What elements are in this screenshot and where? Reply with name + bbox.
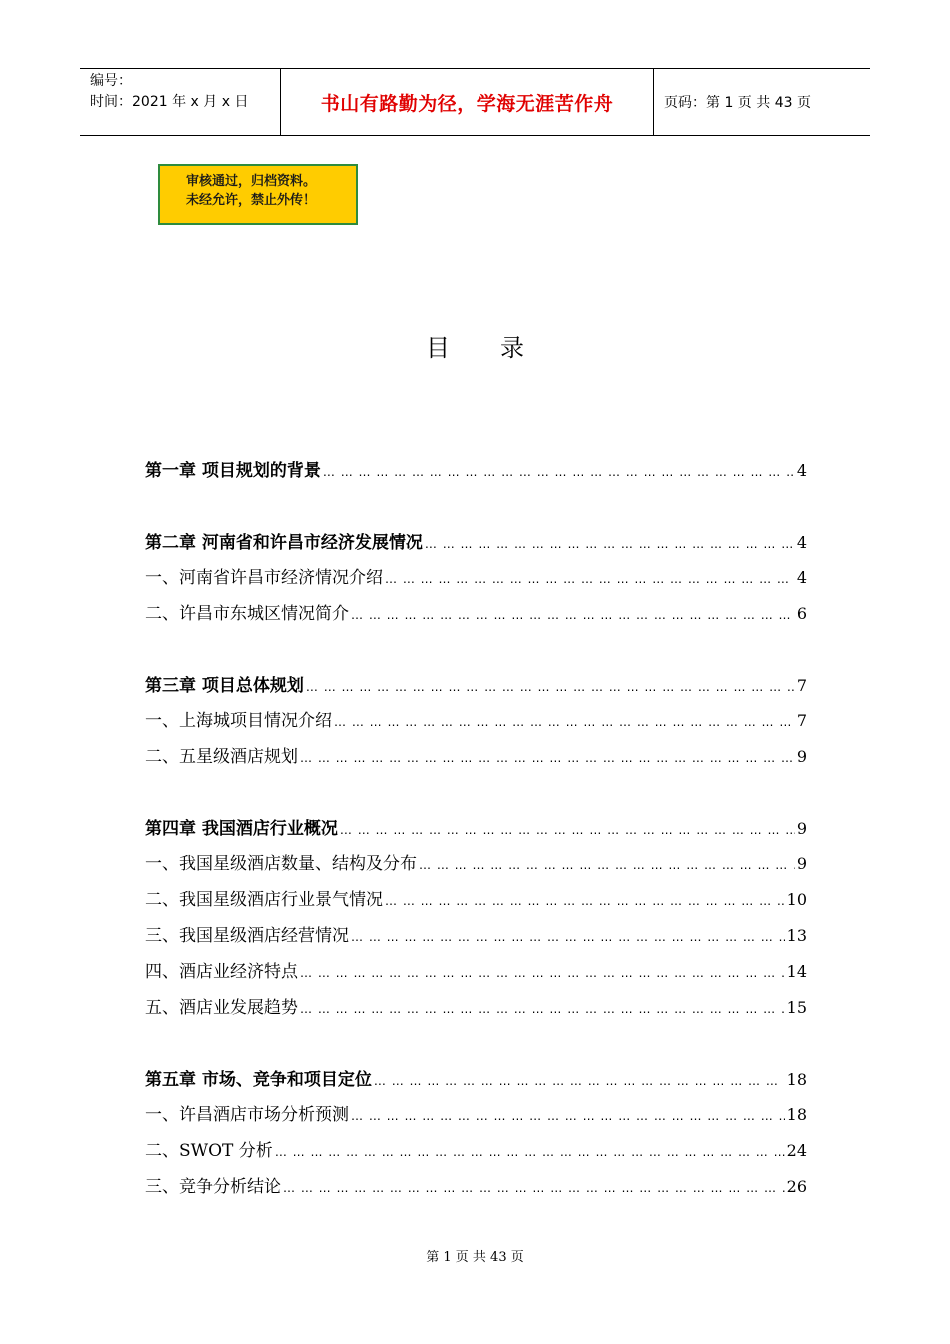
toc-leader [306, 680, 795, 694]
toc-entry-text: 一、许昌酒店市场分析预测 [145, 1105, 349, 1125]
toc-leader [334, 715, 795, 729]
toc-leader [300, 1002, 785, 1016]
toc-leader [351, 930, 785, 944]
toc-entry[interactable] [145, 706, 807, 730]
document-header [80, 68, 870, 136]
toc-leader [275, 1145, 785, 1159]
toc-entry-text: 二、SWOT 分析 [145, 1141, 273, 1161]
toc-leader [351, 608, 795, 622]
toc-leader [385, 572, 795, 586]
toc-entry-page: 10 [786, 890, 807, 909]
approval-stamp [158, 164, 358, 225]
toc-entry-page: 9 [796, 747, 807, 766]
toc-entry[interactable] [145, 671, 807, 695]
toc-entry-text: 一、河南省许昌市经济情况介绍 [145, 568, 383, 588]
toc-entry-text: 二、五星级酒店规划 [145, 747, 298, 767]
toc-entry-page: 15 [786, 998, 807, 1017]
toc-entry[interactable] [145, 599, 807, 623]
toc-entry-page: 4 [796, 461, 807, 480]
toc-entry-page: 9 [796, 819, 807, 838]
toc-entry-text: 二、我国星级酒店行业景气情况 [145, 890, 383, 910]
toc-entry-page: 13 [786, 926, 807, 945]
toc-entry-text: 三、竞争分析结论 [145, 1177, 281, 1197]
toc-entry-text: 四、酒店业经济特点 [145, 962, 298, 982]
toc-entry-text: 一、上海城项目情况介绍 [145, 711, 332, 731]
page-footer: 第 1 页 共 43 页 [426, 1250, 524, 1265]
header-time-label: 时间：2021 年 x 月 x 日 [90, 94, 249, 110]
toc-entry[interactable] [145, 1172, 807, 1196]
toc-entry[interactable] [145, 885, 807, 909]
stamp-line-1: 审核通过，归档资料。 [186, 174, 317, 189]
toc-entry[interactable] [145, 814, 807, 838]
header-number-label: 编号： [90, 73, 132, 89]
toc-entry[interactable] [145, 849, 807, 873]
toc-entry[interactable] [145, 742, 807, 766]
toc-entry-page: 14 [786, 962, 807, 981]
toc-entry-text: 第一章 项目规划的背景 [145, 461, 321, 481]
toc-entry-page: 6 [796, 604, 807, 623]
toc-leader [425, 537, 795, 551]
toc-leader [340, 823, 795, 837]
toc-title: 目录 [426, 334, 574, 362]
toc-entry[interactable] [145, 1065, 807, 1089]
stamp-line-2: 未经允许，禁止外传！ [186, 193, 317, 208]
toc-entry[interactable] [145, 957, 807, 981]
toc-leader [300, 751, 795, 765]
toc-entry-page: 4 [796, 568, 807, 587]
toc-entry-page: 26 [786, 1177, 807, 1196]
toc-entry-page: 7 [796, 711, 807, 730]
toc-entry[interactable] [145, 456, 807, 480]
toc-entry-text: 二、许昌市东城区情况简介 [145, 604, 349, 624]
toc-entry[interactable] [145, 563, 807, 587]
toc-entry[interactable] [145, 1136, 807, 1160]
toc-leader [419, 858, 795, 872]
toc-entry[interactable] [145, 993, 807, 1017]
toc-leader [283, 1181, 785, 1195]
toc-entry-page: 4 [796, 533, 807, 552]
toc-entry-text: 五、酒店业发展趋势 [145, 998, 298, 1018]
header-slogan: 书山有路勤为径，学海无涯苦作舟 [281, 69, 654, 135]
toc-leader [374, 1074, 785, 1088]
toc-entry[interactable] [145, 1100, 807, 1124]
toc-entry-page: 24 [786, 1141, 807, 1160]
toc-leader [385, 894, 785, 908]
toc-entry-page: 18 [786, 1070, 807, 1089]
toc-entry[interactable] [145, 921, 807, 945]
toc-entry-page: 7 [796, 676, 807, 695]
toc-leader [300, 966, 785, 980]
toc-entry-page: 9 [796, 854, 807, 873]
toc-entry-text: 三、我国星级酒店经营情况 [145, 926, 349, 946]
toc-leader [351, 1109, 785, 1123]
toc-entry-text: 第三章 项目总体规划 [145, 676, 304, 696]
toc-entry-text: 一、我国星级酒店数量、结构及分布 [145, 854, 417, 874]
toc-leader [323, 465, 795, 479]
toc-entry-text: 第四章 我国酒店行业概况 [145, 819, 338, 839]
header-page-info: 页码：第 1 页 共 43 页 [664, 95, 811, 111]
header-meta [80, 69, 281, 135]
toc-entry[interactable] [145, 528, 807, 552]
toc-entry-text: 第五章 市场、竞争和项目定位 [145, 1070, 372, 1090]
toc-entry-page: 18 [786, 1105, 807, 1124]
toc-entry-text: 第二章 河南省和许昌市经济发展情况 [145, 533, 423, 553]
